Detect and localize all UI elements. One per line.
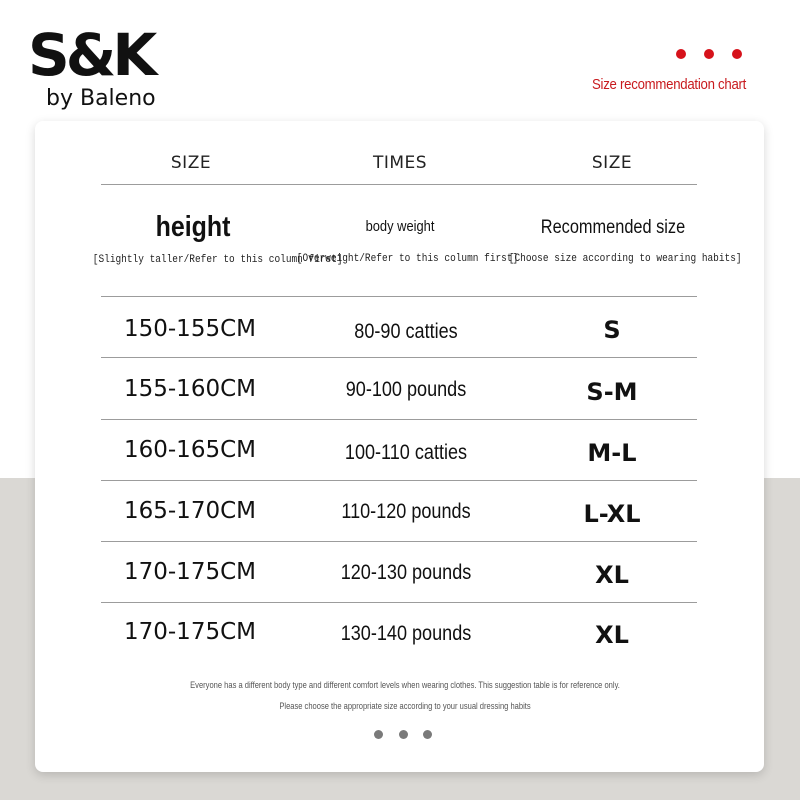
row-3-height: 160-165CM — [123, 437, 256, 463]
row-1-height: 150-155CM — [123, 316, 256, 342]
row-4-weight: 110-120 pounds — [341, 500, 471, 523]
brand-logo — [28, 21, 168, 116]
decorative-dots-grey — [374, 730, 432, 740]
row-4-height: 165-170CM — [123, 498, 256, 524]
divider — [101, 296, 697, 297]
column-header-size: SIZE — [170, 153, 212, 173]
subheader-weight-note: [Overweight/Refer to this column first] — [296, 253, 519, 265]
row-1-weight: 80-90 catties — [354, 320, 458, 343]
divider — [101, 357, 697, 358]
row-6-height: 170-175CM — [123, 619, 256, 645]
dot-icon — [374, 730, 383, 739]
row-6-weight: 130-140 pounds — [340, 622, 472, 645]
dot-icon — [676, 49, 686, 59]
divider — [101, 419, 697, 420]
dot-icon — [732, 49, 742, 59]
subheader-weight: body weight — [365, 218, 435, 235]
subheader-recommended-note: [Choose size according to wearing habits] — [508, 253, 742, 265]
footnote-advice: Please choose the appropriate size according to your usual dressing habits — [279, 701, 531, 711]
row-2-weight: 90-100 pounds — [345, 378, 467, 401]
subheader-recommended: Recommended size — [540, 217, 686, 238]
row-6-size: XL — [595, 621, 629, 649]
row-5-height: 170-175CM — [123, 559, 256, 585]
column-header-recommended: SIZE — [591, 153, 633, 173]
row-1-size: S — [603, 316, 621, 344]
brand-sub: by Baleno — [46, 86, 156, 111]
row-2-size: S-M — [586, 378, 638, 406]
chart-caption: Size recommendation chart — [591, 76, 746, 93]
row-4-size: L-XL — [583, 500, 641, 528]
row-3-size: M-L — [587, 439, 637, 467]
divider — [101, 480, 697, 481]
row-2-height: 155-160CM — [123, 376, 256, 402]
footnote-disclaimer: Everyone has a different body type and different comfort levels when wearing clothes. This suggestion table is for reference only. — [190, 680, 620, 690]
divider — [101, 541, 697, 542]
divider — [101, 602, 697, 603]
subheader-height: height — [155, 211, 231, 243]
column-header-times: TIMES — [372, 153, 428, 173]
row-3-weight: 100-110 catties — [344, 441, 468, 464]
dot-icon — [704, 49, 714, 59]
brand-name: S&K — [28, 21, 154, 89]
decorative-dots-red — [676, 49, 742, 61]
row-5-size: XL — [595, 561, 629, 589]
dot-icon — [399, 730, 408, 739]
dot-icon — [423, 730, 432, 739]
subheader-height-note: [Slightly taller/Refer to this column first] — [92, 254, 343, 266]
divider — [101, 184, 697, 185]
row-5-weight: 120-130 pounds — [340, 561, 472, 584]
